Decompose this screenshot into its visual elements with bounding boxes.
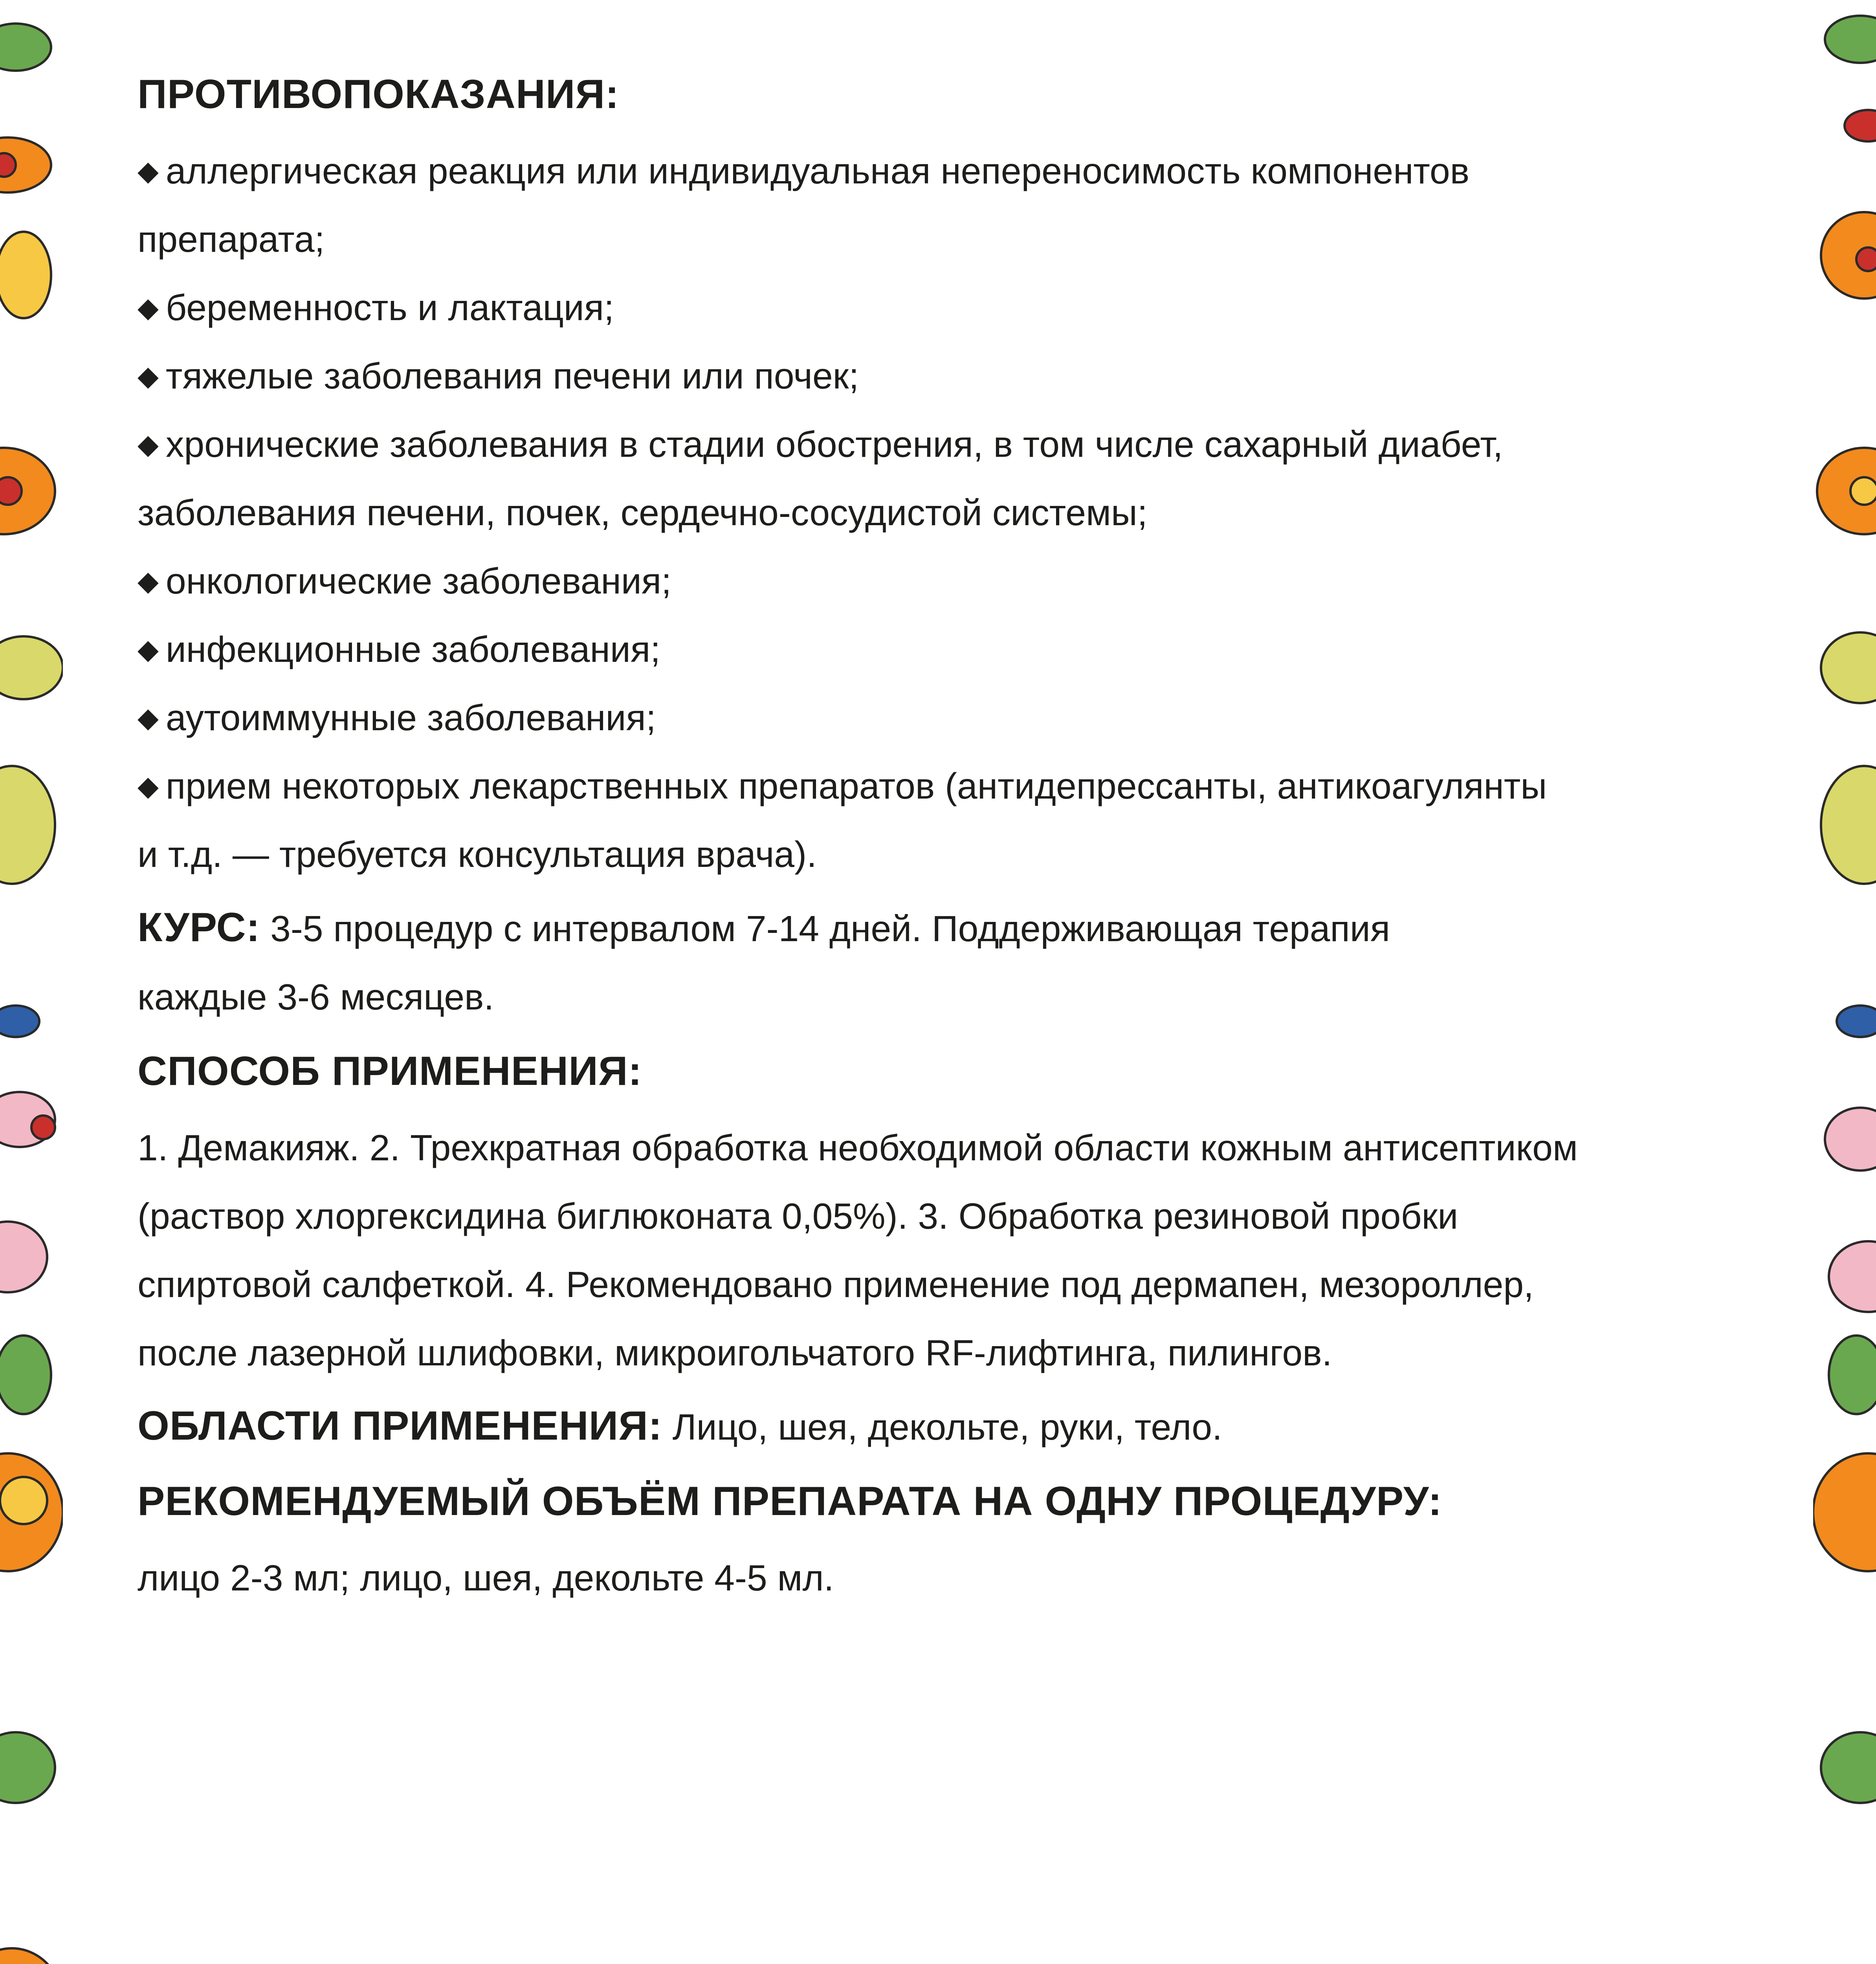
- contraindication-text: аутоиммунные заболевания;: [165, 697, 656, 738]
- application-method-heading: СПОСОБ ПРИМЕНЕНИЯ:: [138, 1048, 642, 1094]
- contraindication-text: заболевания печени, почек, сердечно-сосудистой системы;: [138, 492, 1148, 533]
- contraindication-text: инфекционные заболевания;: [165, 629, 661, 670]
- contraindication-text: и т.д. — требуется консультация врача).: [138, 834, 817, 875]
- bullet-icon: ◆: [138, 771, 159, 801]
- application-method-line: после лазерной шлифовки, микроигольчатого RF-лифтинга, пилингов.: [138, 1332, 1332, 1373]
- floral-illustration: [0, 0, 63, 1964]
- right-floral-border: [1813, 0, 1876, 1964]
- contraindication-line: [138, 820, 1740, 889]
- document-body: [138, 59, 1740, 1612]
- recommended-volume-heading: РЕКОМЕНДУЕМЫЙ ОБЪЁМ ПРЕПАРАТА НА ОДНУ ПРОЦЕДУРУ:: [138, 1478, 1442, 1524]
- bullet-icon: ◆: [138, 566, 159, 596]
- application-method-line: (раствор хлоргексидина биглюконата 0,05%). 3. Обработка резиновой пробки: [138, 1196, 1458, 1237]
- contraindication-text: аллергическая реакция или индивидуальная непереносимость компонентов: [165, 150, 1470, 191]
- left-floral-border: [0, 0, 63, 1964]
- bullet-icon: ◆: [138, 361, 159, 391]
- application-method-line: 1. Демакияж. 2. Трехкратная обработка необходимой области кожным антисептиком: [138, 1127, 1578, 1168]
- contraindication-text: тяжелые заболевания печени или почек;: [165, 355, 859, 396]
- contraindications-heading: ПРОТИВОПОКАЗАНИЯ:: [138, 71, 620, 117]
- contraindication-line: [138, 478, 1740, 547]
- contraindication-line: [138, 410, 1740, 478]
- contraindication-line: [138, 342, 1740, 410]
- recommended-volume-text: лицо 2-3 мл; лицо, шея, декольте 4-5 мл.: [138, 1557, 834, 1598]
- contraindication-line: [138, 137, 1740, 205]
- contraindication-text: прием некоторых лекарственных препаратов (антидепрессанты, антикоагулянты: [165, 766, 1547, 806]
- bullet-icon: ◆: [138, 702, 159, 733]
- contraindication-text: беременность и лактация;: [165, 287, 614, 328]
- course-text: 3-5 процедур с интервалом 7-14 дней. Поддерживающая терапия: [260, 908, 1390, 949]
- course-line-1: [138, 893, 1740, 963]
- contraindication-line: [138, 205, 1740, 273]
- contraindication-line: [138, 547, 1740, 615]
- contraindication-text: препарата;: [138, 219, 325, 260]
- contraindication-line: [138, 683, 1740, 752]
- contraindication-text: хронические заболевания в стадии обострения, в том числе сахарный диабет,: [165, 424, 1503, 465]
- contraindication-line: [138, 752, 1740, 820]
- application-areas-line: [138, 1392, 1740, 1461]
- course-line-2: каждые 3-6 месяцев.: [138, 977, 494, 1017]
- contraindication-text: онкологические заболевания;: [165, 561, 671, 601]
- application-areas-text: Лицо, шея, декольте, руки, тело.: [662, 1407, 1222, 1447]
- bullet-icon: ◆: [138, 634, 159, 665]
- floral-illustration: [1813, 0, 1876, 1964]
- contraindication-line: [138, 615, 1740, 683]
- contraindications-list: [138, 137, 1740, 889]
- bullet-icon: ◆: [138, 156, 159, 186]
- contraindication-line: [138, 273, 1740, 342]
- application-method-line: спиртовой салфеткой. 4. Рекомендовано применение под дермапен, мезороллер,: [138, 1264, 1534, 1305]
- course-label: КУРС:: [138, 905, 260, 950]
- bullet-icon: ◆: [138, 292, 159, 323]
- application-areas-label: ОБЛАСТИ ПРИМЕНЕНИЯ:: [138, 1403, 662, 1449]
- bullet-icon: ◆: [138, 429, 159, 460]
